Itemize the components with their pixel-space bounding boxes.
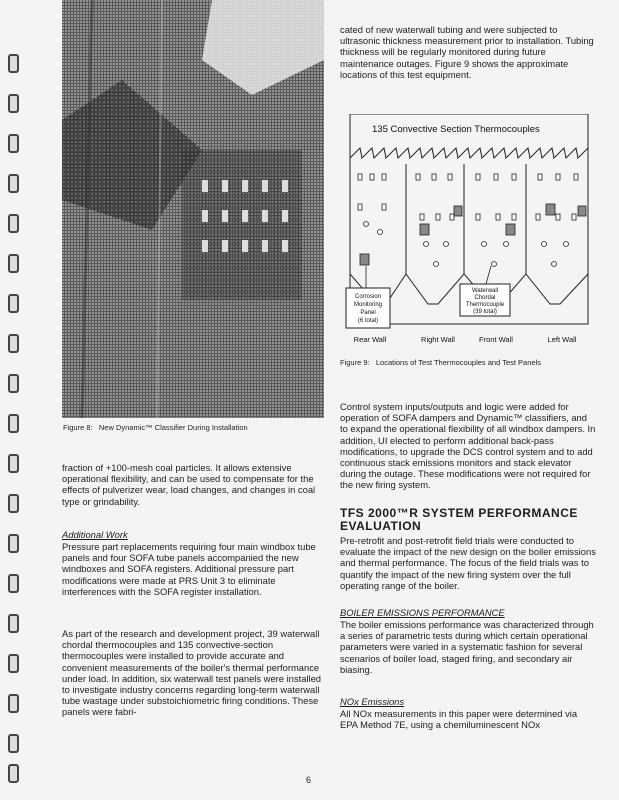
punch-hole (8, 734, 19, 753)
punch-hole (8, 534, 19, 553)
punch-hole (8, 414, 19, 433)
label-chordal: Chordal (474, 295, 496, 301)
wall-rear: Rear Wall (353, 335, 387, 344)
page-number: 6 (306, 775, 312, 785)
label-panel: Panel (360, 310, 376, 316)
punch-hole (8, 94, 19, 113)
label-thermocouple: Thermocouple (465, 302, 505, 308)
punch-hole (8, 494, 19, 513)
left-para-1: fraction of +100-mesh coal particles. It allows extensive operational flexibility, and can be used to compensate for the effects of pulverizer wear, load changes, and changes in coal type or grindability. (62, 462, 316, 507)
figure-8-photo (62, 0, 324, 418)
subhead-emissions: BOILER EMISSIONS PERFORMANCE (340, 607, 505, 618)
punch-hole (8, 174, 19, 193)
punch-hole (8, 574, 19, 593)
wall-front: Front Wall (479, 335, 513, 344)
wall-left: Left Wall (547, 335, 577, 344)
binder-holes (8, 40, 22, 780)
subhead-additional-work: Additional Work (62, 529, 128, 540)
figure-8-label: Figure 8: (63, 423, 93, 432)
diagram-title: 135 Convective Section Thermocouples (372, 124, 540, 135)
punch-hole (8, 454, 19, 473)
figure-9-caption (340, 358, 600, 368)
punch-hole (8, 214, 19, 233)
wall-right: Right Wall (421, 335, 455, 344)
right-para-eval: Pre-retrofit and post-retrofit field trials were conducted to evaluate the impact of the new design on the boiler emissions and thermal performance. The focus of the field trials was to quantify the impact of the new firing system over the full operating range of the boiler. (340, 535, 596, 591)
right-para-top: cated of new waterwall tubing and were subjected to ultrasonic thickness measurement prior to installation. Tubing thickness will be regularly monitored during future maintenance outages. Figure 9 shows the approximate locations of this test equipment. (340, 24, 594, 80)
punch-hole (8, 254, 19, 273)
right-para-control: Control system inputs/outputs and logic were added for operation of SOFA dampers and Dynamic™ classifiers, and to expand the operational flexibility of all windbox dampers. In addition, UI elected to perform additional back-pass modifications, to upgrade the DCS control system and to add continuous stack emissions monitors and stack elevator during the outage. These modifications were not required for the new firing system. (340, 401, 596, 491)
punch-hole (8, 334, 19, 353)
label-thermocouple-count: (39 total) (473, 309, 497, 315)
right-para-emissions: The boiler emissions performance was characterized through a series of parametric tests during which certain operational parameters were varied in a systematic fashion for several scenarios of boiler load, staged firing, and secondary air biasing. (340, 619, 594, 675)
punch-hole (8, 694, 19, 713)
left-para-2: Pressure part replacements requiring four main windbox tube panels and four SOFA tube panels accompanied the new windboxes and SOFA registers. Additional pressure part modifications were made at PRS Unit 3 to eliminate interferences with the SOFA register installation. (62, 541, 316, 597)
left-para-3: As part of the research and development project, 39 waterwall chordal thermocouples and 135 convective-section thermocouples were installed to provide accurate and convenient measurements of the boiler's thermal performance under load. In addition, six waterwall test panels were installed to investigate industry concerns regarding long-term waterwall tube wastage under substoichiometric firing conditions. These panels were fabri- (62, 628, 321, 718)
section-heading: TFS 2000™R SYSTEM PERFORMANCE EVALUATION (340, 506, 578, 533)
figure-8-caption (63, 423, 333, 433)
punch-hole (8, 614, 19, 633)
punch-hole (8, 54, 19, 73)
label-panel-count: (6 total) (357, 318, 379, 324)
punch-hole (8, 294, 19, 313)
right-para-nox: All NOx measurements in this paper were determined via EPA Method 7E, using a chemiluminescent NOx (340, 708, 578, 731)
figure-8-title: New Dynamic™ Classifier During Installation (98, 423, 248, 432)
label-corrosion: Corrosion (354, 294, 382, 300)
label-waterwall: Waterwall (471, 288, 499, 294)
label-monitoring: Monitoring (353, 302, 383, 308)
punch-hole (8, 134, 19, 153)
figure-9-diagram (336, 114, 592, 348)
punch-hole (8, 654, 19, 673)
punch-hole (8, 374, 19, 393)
figure-9-title: Locations of Test Thermocouples and Test Panels (375, 358, 541, 367)
punch-hole (8, 764, 19, 783)
figure-9-label: Figure 9: (340, 358, 370, 367)
subhead-nox: NOx Emissions (340, 696, 405, 707)
